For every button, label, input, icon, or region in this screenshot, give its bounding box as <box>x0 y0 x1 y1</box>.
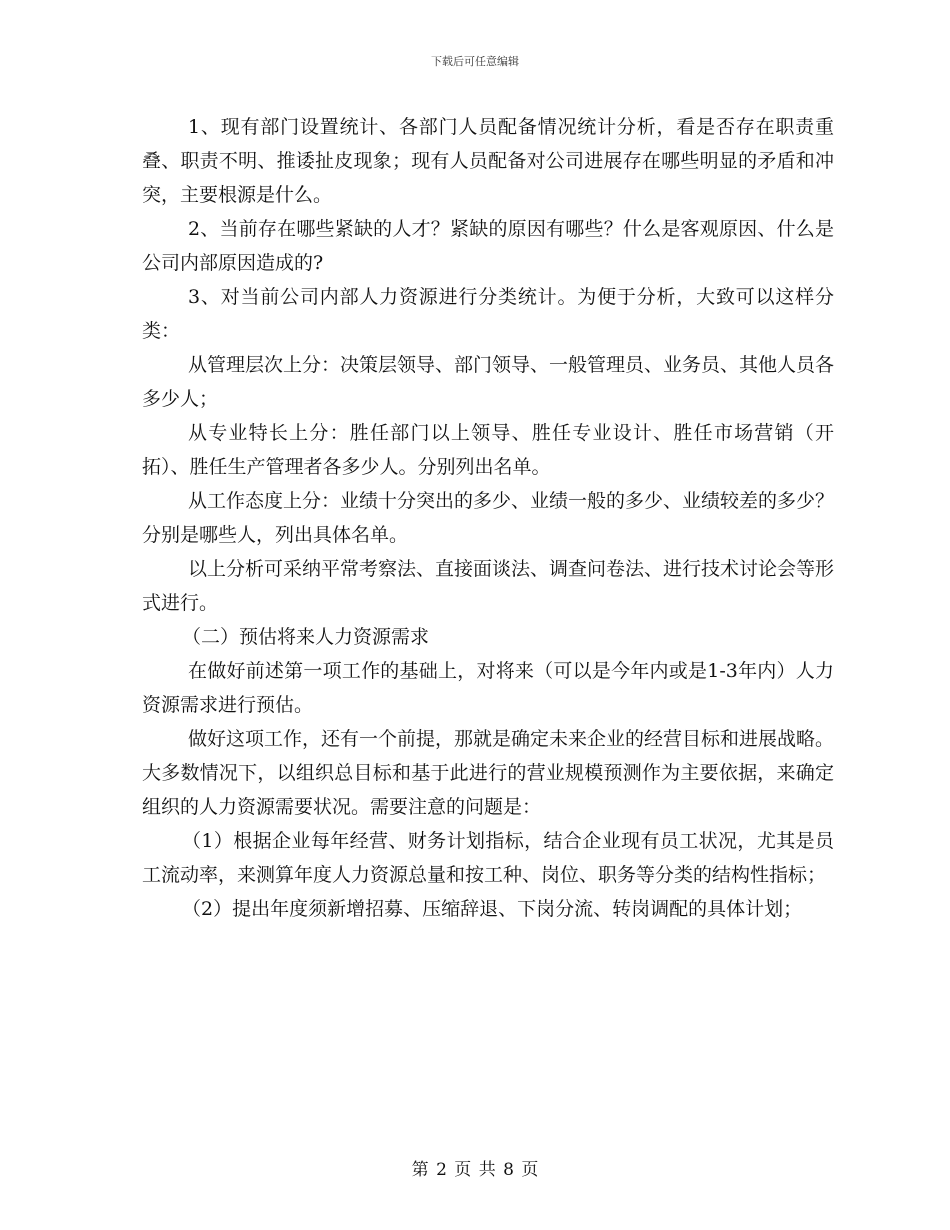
paragraph-1: 1、现有部门设置统计、各部门人员配备情况统计分析，看是否存在职责重叠、职责不明、推诿扯皮现象；现有人员配备对公司进展存在哪些明显的矛盾和冲突，主要根源是什么。 <box>142 116 834 206</box>
document-body <box>142 110 834 926</box>
section-heading: （二）预估将来人力资源需求 <box>182 626 430 648</box>
paragraph-9: 在做好前述第一项工作的基础上，对将来（可以是今年内或是1-3年内）人力资源需求进行预估。 <box>142 660 834 716</box>
paragraph-3: 3、对当前公司内部人力资源进行分类统计。为便于分析，大致可以这样分类： <box>142 286 834 342</box>
page-header: 下载后可任意编辑 <box>431 55 519 68</box>
paragraph-2: 2、当前存在哪些紧缺的人才？紧缺的原因有哪些？什么是客观原因、什么是公司内部原因造成的? <box>142 218 834 274</box>
paragraph-7: 以上分析可采纳平常考察法、直接面谈法、调查问卷法、进行技术讨论会等形式进行。 <box>142 558 835 614</box>
paragraph-10: 做好这项工作，还有一个前提，那就是确定未来企业的经营目标和进展战略。大多数情况下，以组织总目标和基于此进行的营业规模预测作为主要依据，来确定组织的人力资源需要状况。需要注意的问题是： <box>142 728 835 818</box>
paragraph-5: 从专业特长上分：胜任部门以上领导、胜任专业设计、胜任市场营销（开拓）、胜任生产管理者各多少人。分别列出名单。 <box>142 422 834 478</box>
page-footer: 第 2 页 共 8 页 <box>411 1160 539 1180</box>
paragraph-4: 从管理层次上分：决策层领导、部门领导、一般管理员、业务员、其他人员各多少人； <box>142 354 835 410</box>
paragraph-6: 从工作态度上分：业绩十分突出的多少、业绩一般的多少、业绩较差的多少？分别是哪些人，列出具体名单。 <box>142 490 835 546</box>
paragraph-11: （1）根据企业每年经营、财务计划指标，结合企业现有员工状况，尤其是员工流动率，来测算年度人力资源总量和按工种、岗位、职务等分类的结构性指标； <box>142 830 834 886</box>
paragraph-12: （2）提出年度须新增招募、压缩辞退、下岗分流、转岗调配的具体计划； <box>182 898 803 920</box>
